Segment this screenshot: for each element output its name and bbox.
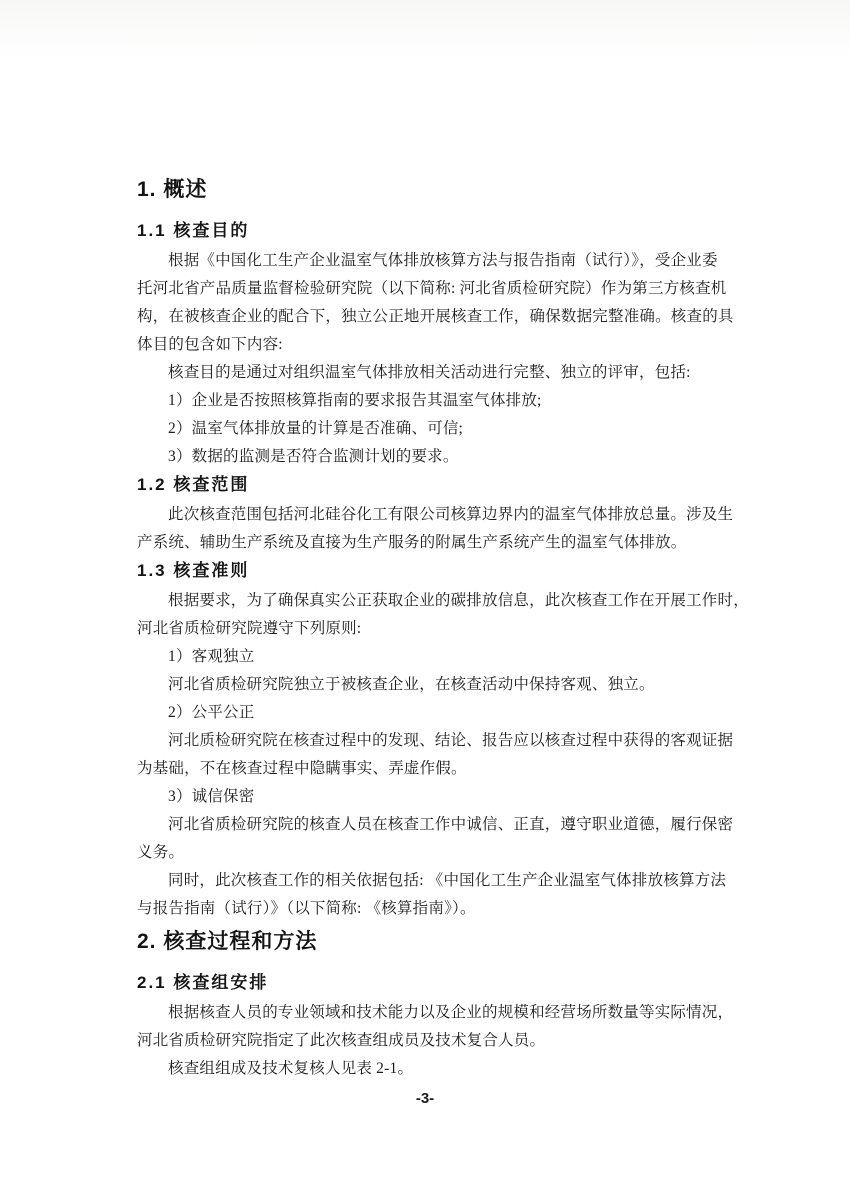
text-line: 核查目的是通过对组织温室气体排放相关活动进行完整、独立的评审，包括: — [168, 364, 691, 381]
text-line: 3）诚信保密 — [168, 788, 255, 805]
text-line: 根据核查人员的专业领域和技术能力以及企业的规模和经营场所数量等实际情况， — [168, 1004, 734, 1021]
subsection-heading: 2.1 核查组安排 — [137, 973, 269, 992]
text-line: 核查组组成及技术复核人见表 2-1。 — [168, 1060, 414, 1077]
text-line: 根据要求，为了确保真实公正获取企业的碳排放信息，此次核查工作在开展工作时， — [168, 592, 749, 609]
subsection-heading: 1.2 核查范围 — [137, 475, 250, 494]
subsection-heading: 1.1 核查目的 — [137, 221, 250, 240]
text-line: 产系统、辅助生产系统及直接为生产服务的附属生产系统产生的温室气体排放。 — [137, 534, 687, 551]
text-line: 构，在被核查企业的配合下，独立公正地开展核查工作，确保数据完整准确。核查的具 — [137, 308, 734, 325]
text-line: 2）公平公正 — [168, 704, 255, 721]
section-heading: 2. 核查过程和方法 — [137, 930, 318, 953]
text-line: 为基础，不在核查过程中隐瞒事实、弄虚作假。 — [137, 760, 467, 777]
footer-page-number: -3- — [415, 1090, 435, 1107]
text-line: 3）数据的监测是否符合监测计划的要求。 — [168, 448, 459, 465]
text-line: 义务。 — [137, 844, 185, 861]
text-line: 体目的包含如下内容: — [137, 336, 283, 353]
text-line: 河北省质检研究院指定了此次核查组成员及技术复合人员。 — [137, 1032, 546, 1049]
text-line: 同时，此次核查工作的相关依据包括: 《中国化工生产企业温室气体排放核算方法 — [168, 872, 727, 889]
text-line: 河北省质检研究院的核查人员在核查工作中诚信、正直，遵守职业道德，履行保密 — [168, 816, 734, 833]
text-line: 托河北省产品质量监督检验研究院（以下简称: 河北省质检研究院）作为第三方核查机 — [137, 280, 727, 297]
subsection-heading: 1.3 核查准则 — [137, 561, 250, 580]
text-line: 与报告指南（试行）》（以下简称: 《核算指南》）。 — [137, 900, 476, 917]
text-line: 此次核查范围包括河北硅谷化工有限公司核算边界内的温室气体排放总量。涉及生 — [168, 506, 734, 523]
text-line: 河北质检研究院在核查过程中的发现、结论、报告应以核查过程中获得的客观证据 — [168, 732, 734, 749]
document-content — [137, 175, 749, 1083]
page-footer — [0, 1090, 850, 1107]
text-line: 根据《中国化工生产企业温室气体排放核算方法与报告指南（试行）》，受企业委 — [168, 252, 718, 269]
text-line: 河北省质检研究院遵守下列原则: — [137, 620, 362, 637]
text-line: 1）企业是否按照核算指南的要求报告其温室气体排放; — [168, 392, 542, 409]
text-line: 1）客观独立 — [168, 648, 255, 665]
section-heading: 1. 概述 — [137, 178, 208, 201]
scan-artifact — [0, 0, 850, 70]
text-line: 2）温室气体排放量的计算是否准确、可信; — [168, 420, 464, 437]
text-line: 河北省质检研究院独立于被核查企业，在核查活动中保持客观、独立。 — [168, 676, 655, 693]
